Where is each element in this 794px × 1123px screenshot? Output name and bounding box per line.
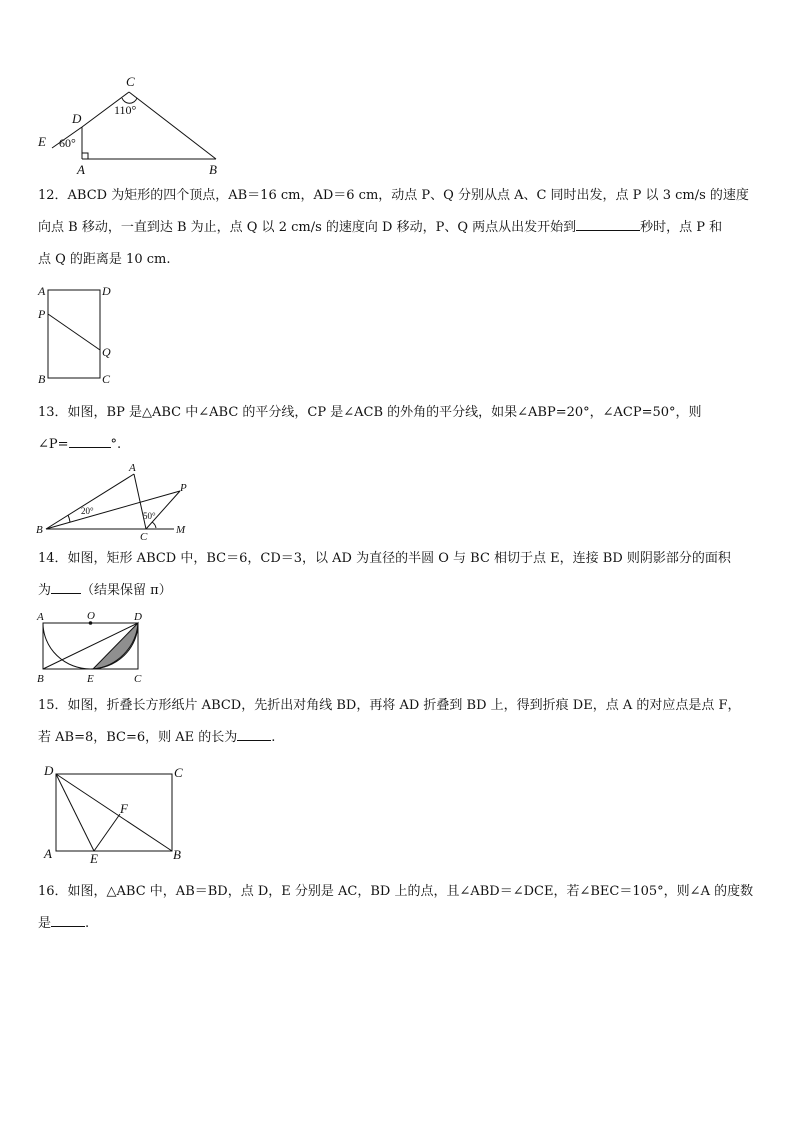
- angle-arc-b: [68, 515, 70, 522]
- label-p: P: [38, 307, 46, 321]
- angle-label-c: 110°: [114, 103, 137, 117]
- q16-text-1: 如图，△ABC 中，AB＝BD，点 D，E 分别是 AC，BD 上的点，且∠ABD＝∠DCE，若∠BEC＝105°，则∠A 的度数: [67, 884, 754, 899]
- angle-label-d: 60°: [59, 136, 76, 150]
- segment-cp: [146, 491, 180, 529]
- label-c: C: [126, 74, 135, 89]
- label-c: C: [140, 531, 148, 542]
- q12-line2: [38, 212, 758, 244]
- q15-answer-blank[interactable]: [237, 726, 271, 741]
- q14-line2: [38, 575, 758, 607]
- q14-text-1: 如图，矩形 ABCD 中，BC＝6，CD＝3，以 AD 为直径的半圆 O 与 BC 相切于点 E，连接 BD 则阴影部分的面积: [67, 551, 731, 566]
- q14-answer-blank[interactable]: [51, 579, 81, 594]
- q16-text-2a: 是: [38, 916, 52, 931]
- q16-answer-blank[interactable]: [51, 912, 85, 927]
- label-b: B: [36, 524, 43, 536]
- q13-text-2a: ∠P=: [38, 437, 69, 452]
- question-15: [38, 690, 758, 754]
- label-b: B: [37, 673, 44, 685]
- segment-cb: [129, 92, 216, 159]
- segment-ab: [46, 474, 134, 529]
- q14-line1: [38, 543, 758, 575]
- label-d: D: [44, 763, 54, 778]
- q15-text-2b: .: [271, 730, 276, 745]
- label-d: D: [102, 284, 111, 298]
- label-e: E: [90, 851, 98, 864]
- label-e: E: [87, 673, 94, 685]
- q15-number: 15．: [38, 698, 68, 713]
- question-13: [38, 397, 758, 461]
- label-b: B: [209, 162, 217, 177]
- label-c: C: [174, 765, 183, 780]
- segment-ef: [94, 814, 120, 851]
- figure-q13: [34, 460, 204, 542]
- label-e: E: [38, 134, 46, 149]
- question-12: [38, 180, 758, 276]
- label-f: F: [120, 801, 128, 816]
- q14-text-2b: （结果保留 π）: [81, 583, 172, 598]
- q12-number: 12．: [38, 188, 68, 203]
- angle-label-c: 50°: [143, 511, 156, 521]
- label-d: D: [134, 611, 142, 623]
- q15-line2: [38, 722, 758, 754]
- label-a: A: [129, 462, 136, 474]
- question-14: [38, 543, 758, 607]
- rectangle-abcd: [48, 290, 100, 378]
- label-a: A: [77, 162, 85, 177]
- label-a: A: [37, 611, 44, 623]
- q12-answer-blank[interactable]: [576, 216, 640, 231]
- q15-text-2a: 若 AB=8，BC=6，则 AE 的长为: [38, 730, 238, 745]
- label-b: B: [173, 847, 181, 862]
- q12-line3: [38, 244, 758, 276]
- q16-number: 16．: [38, 884, 68, 899]
- label-o: O: [87, 610, 95, 622]
- q13-text-1: 如图，BP 是△ABC 中∠ABC 的平分线，CP 是∠ACB 的外角的平分线，如果∠ABP=20°，∠ACP=50°，则: [67, 405, 702, 420]
- label-a: A: [44, 846, 52, 861]
- q13-text-2b: °.: [110, 437, 122, 452]
- q16-line2: [38, 908, 758, 940]
- label-a: A: [38, 284, 46, 298]
- q12-text-3: 点 Q 的距离是 10 cm.: [38, 252, 171, 267]
- q13-number: 13．: [38, 405, 68, 420]
- q12-text-2a: 向点 B 移动，一直到达 B 为止，点 Q 以 2 cm/s 的速度向 D 移动，P、Q 两点从出发开始到: [38, 220, 577, 235]
- label-m: M: [176, 524, 186, 536]
- q14-number: 14．: [38, 551, 68, 566]
- segment-db: [56, 774, 172, 851]
- segment-pq: [48, 314, 100, 350]
- q16-line1: [38, 876, 758, 908]
- segment-bp: [46, 491, 180, 529]
- q12-text-1: ABCD 为矩形的四个顶点，AB＝16 cm，AD＝6 cm，动点 P、Q 分别从点 A、C 同时出发，点 P 以 3 cm/s 的速度: [67, 188, 749, 203]
- q12-text-2b: 秒时，点 P 和: [640, 220, 723, 235]
- figure-q12: [34, 280, 124, 388]
- label-d: D: [72, 111, 82, 126]
- label-b: B: [38, 372, 46, 386]
- label-c: C: [134, 673, 142, 685]
- segment-de: [56, 774, 94, 851]
- angle-label-b: 20°: [81, 506, 94, 516]
- figure-q14: [34, 608, 154, 686]
- q14-text-2a: 为: [38, 583, 52, 598]
- right-angle-mark: [82, 153, 88, 159]
- q16-text-2b: .: [85, 916, 90, 931]
- question-16: [38, 876, 758, 940]
- figure-q11: [34, 72, 234, 178]
- q13-answer-blank[interactable]: [69, 433, 111, 448]
- q13-line2: [38, 429, 758, 461]
- label-p: P: [180, 482, 187, 494]
- q12-line1: [38, 180, 758, 212]
- angle-arc-c: [152, 522, 156, 528]
- figure-q15: [34, 760, 194, 864]
- label-c: C: [102, 372, 111, 386]
- q13-line1: [38, 397, 758, 429]
- label-q: Q: [102, 345, 111, 359]
- q15-text-1: 如图，折叠长方形纸片 ABCD，先折出对角线 BD，再将 AD 折叠到 BD 上，得到折痕 DE，点 A 的对应点是点 F，: [67, 698, 741, 713]
- q15-line1: [38, 690, 758, 722]
